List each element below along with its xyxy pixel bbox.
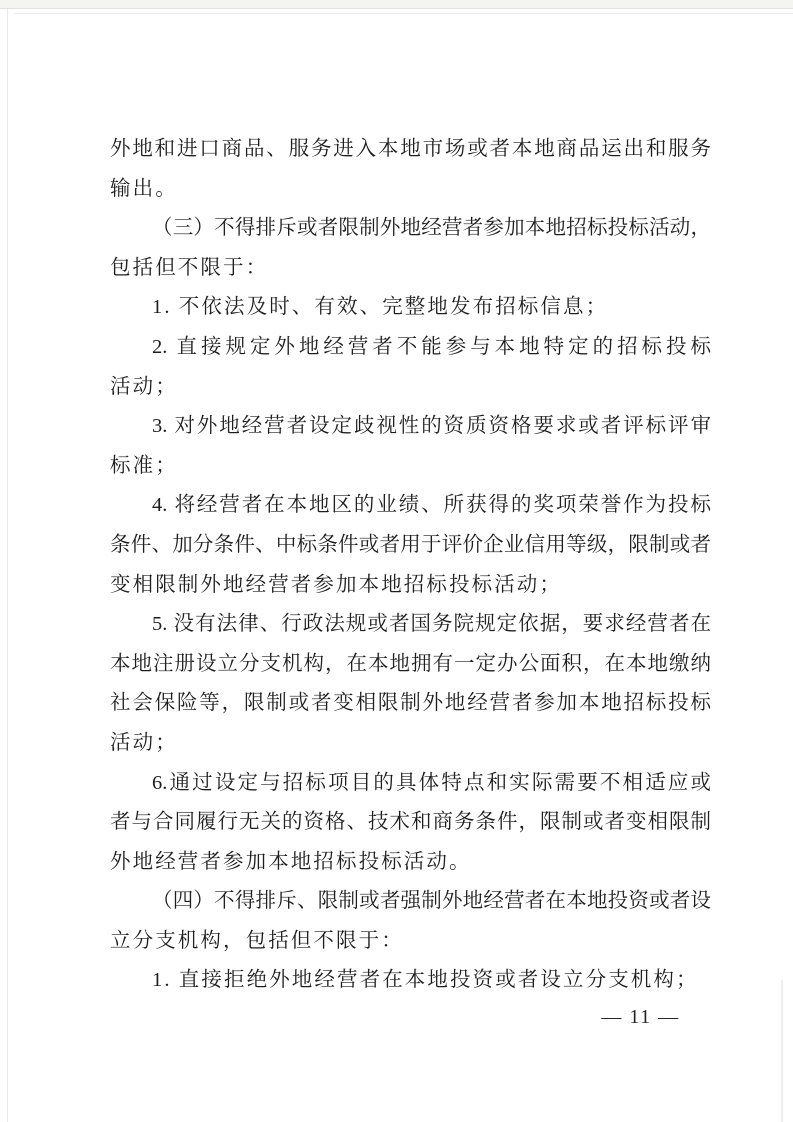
text-line: 6.通过设定与招标项目的具体特点和实际需要不相适应或 (152, 771, 711, 794)
scan-edge-left (7, 8, 8, 1122)
text-line: 社会保险等，限制或者变相限制外地经营者参加本地招标投标 (110, 692, 711, 715)
text-line: 标准； (110, 454, 178, 477)
text-line: 外地经营者参加本地招标投标活动。 (110, 850, 472, 873)
text-line: 1. 不依法及时、有效、完整地发布招标信息； (152, 296, 609, 319)
text-line: 包括但不限于： (110, 256, 269, 279)
text-line: 1. 直接拒绝外地经营者在本地投资或者设立分支机构； (152, 969, 699, 992)
text-line: 者与合同履行无关的资格、技术和商务条件，限制或者变相限制 (110, 811, 711, 834)
scan-edge-top-line (14, 13, 793, 14)
text-line: 4. 将经营者在本地区的业绩、所获得的奖项荣誉作为投标 (152, 494, 711, 517)
text-line: 活动； (110, 375, 178, 398)
text-line: 3. 对外地经营者设定歧视性的资质资格要求或者评标评审 (152, 415, 711, 438)
text-line: 外地和进口商品、服务进入本地市场或者本地商品运出和服务 (110, 138, 711, 160)
text-line: 变相限制外地经营者参加本地招标投标活动； (110, 573, 562, 596)
text-line: 2. 直接规定外地经营者不能参与本地特定的招标投标 (152, 335, 711, 358)
scan-edge-right (781, 980, 783, 1122)
text-line: 输出。 (110, 177, 178, 200)
text-line: 条件、加分条件、中标条件或者用于评价企业信用等级，限制或者 (110, 533, 711, 556)
text-line: 本地注册设立分支机构，在本地拥有一定办公面积，在本地缴纳 (110, 652, 711, 675)
text-line: （三）不得排斥或者限制外地经营者参加本地招标投标活动， (152, 217, 711, 240)
document-text-block (110, 130, 711, 1001)
page-number: — 11 — (601, 1006, 680, 1028)
text-line: （四）不得排斥、限制或者强制外地经营者在本地投资或者设 (152, 890, 711, 913)
text-line: 立分支机构，包括但不限于： (110, 929, 404, 952)
text-line: 活动； (110, 731, 178, 754)
scan-edge-top (0, 0, 793, 9)
text-line: 5. 没有法律、行政法规或者国务院规定依据，要求经营者在 (152, 613, 711, 636)
